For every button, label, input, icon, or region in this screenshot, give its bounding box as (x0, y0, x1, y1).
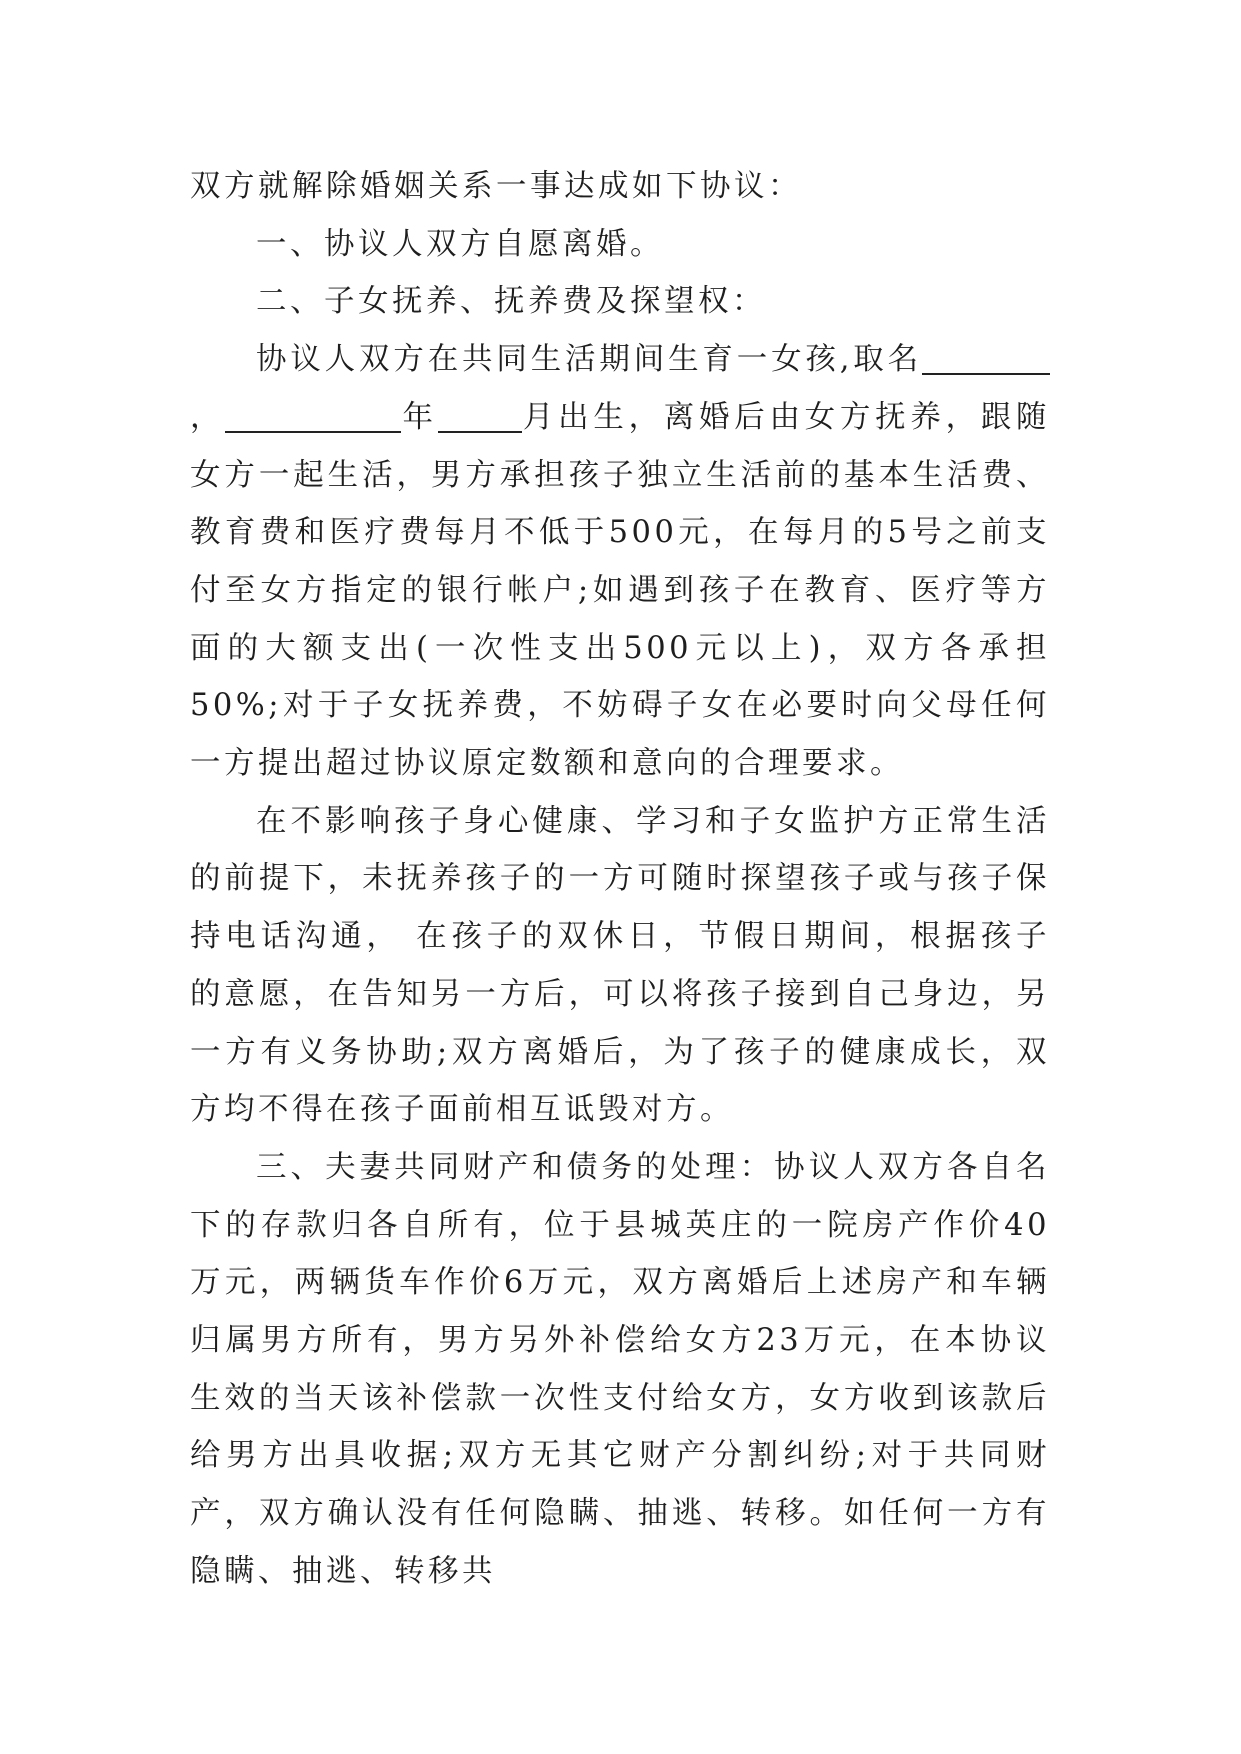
child-custody-text-c: 年 (401, 399, 438, 435)
birth-year-blank (225, 393, 401, 433)
paragraph-visitation: 在不影响孩子身心健康、学习和子女监护方正常生活的前提下，未抚养孩子的一方可随时探望孩子或与孩子保持电话沟通， 在孩子的双休日，节假日期间，根据孩子的意愿，在告知另一方后，可以将孩子接到自己身边，另一方有义务协助;双方离婚后，为了孩子的健康成长，双方均不得在孩子面前相互诋毁对方。 (190, 803, 1050, 1128)
child-custody-text-a: 协议人双方在共同生活期间生育一女孩,取名 (256, 342, 922, 378)
paragraph-intro: 双方就解除婚姻关系一事达成如下协议： (190, 169, 802, 204)
paragraph-clause-3-property: 三、夫妻共同财产和债务的处理：协议人双方各自名下的存款归各自所有，位于县城英庄的一院房产作价40万元，两辆货车作价6万元，双方离婚后上述房产和车辆归属男方所有，男方另外补偿给女方23万元，在本协议生效的当天该补偿款一次性支付给女方，女方收到该款后给男方出具收据;双方无其它财产分割纠纷;对于共同财产，双方确认没有任何隐瞒、抽逃、转移。如任何一方有隐瞒、抽逃、转移共 (190, 1149, 1050, 1589)
document-page (190, 158, 1050, 1601)
child-custody-text-b: ， (190, 399, 226, 435)
paragraph-clause-2-heading: 二、子女抚养、抚养费及探望权： (256, 284, 766, 320)
child-custody-text-d: 月出生，离婚后由女方抚养，跟随女方一起生活，男方承担孩子独立生活前的基本生活费、教育费和医疗费每月不低于500元，在每月的5号之前支付至女方指定的银行帐户;如遇到孩子在教育、医疗等方面的大额支出(一次性支出500元以上)，双方各承担50%;对于子女抚养费，不妨碍子女在必要时向父母任何一方提出超过协议原定数额和意向的合理要求。 (190, 399, 1051, 782)
child-name-blank (922, 335, 1050, 375)
paragraph-child-custody (190, 331, 1050, 793)
birth-month-blank (438, 393, 522, 433)
paragraph-clause-1: 一、协议人双方自愿离婚。 (256, 226, 664, 262)
